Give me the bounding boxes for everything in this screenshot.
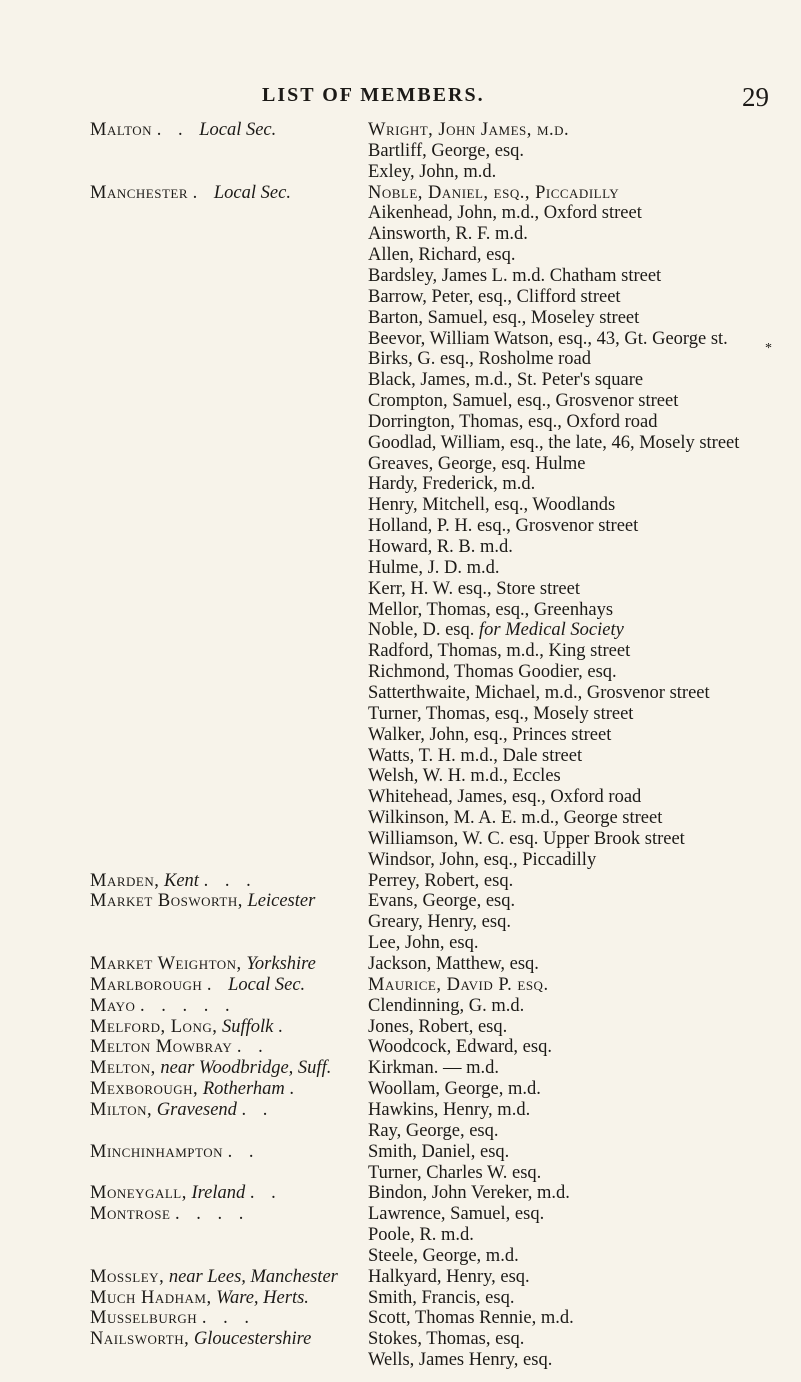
list-item <box>0 536 801 558</box>
list-item <box>0 745 801 767</box>
place-qualifier: Gloucestershire <box>193 1329 312 1350</box>
member-name: Hulme, J. D. m.d. <box>368 557 500 578</box>
member-name: Evans, George, esq. <box>368 891 516 912</box>
place-label <box>90 1266 338 1288</box>
place-name: Melford, Long, <box>90 1016 218 1037</box>
list-item <box>0 1016 801 1038</box>
list-item <box>0 1182 801 1204</box>
list-item <box>0 244 801 266</box>
list-item <box>0 890 801 912</box>
member-name: Radford, Thomas, m.d., King street <box>368 641 631 662</box>
place-qualifier: Ware, Herts. <box>216 1287 309 1308</box>
member-name: Bardsley, James L. m.d. Chatham street <box>368 265 662 286</box>
list-item <box>0 348 801 370</box>
list-item <box>0 453 801 475</box>
leader-text: . . Local Sec. <box>156 120 277 140</box>
member-name: Scott, Thomas Rennie, m.d. <box>368 1308 574 1329</box>
list-item <box>0 1349 801 1371</box>
member-name: Mellor, Thomas, esq., Greenhays <box>368 599 614 620</box>
leader-text: . . . <box>203 870 257 891</box>
list-item <box>0 1266 801 1288</box>
place-label <box>90 995 236 1017</box>
list-item <box>0 995 801 1017</box>
list-item <box>0 1307 801 1329</box>
member-name: Satterthwaite, Michael, m.d., Grosvenor street <box>368 682 710 703</box>
member-name: Greaves, George, esq. Hulme <box>368 453 586 474</box>
list-item <box>0 807 801 829</box>
leader-text: . <box>278 1016 289 1037</box>
member-name: Birks, G. esq., Rosholme road <box>368 349 592 370</box>
member-name: Holland, P. H. esq., Grosvenor street <box>368 516 639 537</box>
member-name: Woodcock, Edward, esq. <box>368 1037 552 1058</box>
page-number: 29 <box>742 82 769 112</box>
list-item <box>0 703 801 725</box>
place-qualifier: Leicester <box>247 891 316 912</box>
member-name: Perrey, Robert, esq. <box>368 870 514 891</box>
member-name: Welsh, W. H. m.d., Eccles <box>368 766 561 787</box>
place-name: Mayo <box>90 995 136 1016</box>
list-item <box>0 223 801 245</box>
list-item <box>0 1099 801 1121</box>
list-item <box>0 1162 801 1184</box>
member-name: Exley, John, m.d. <box>368 161 497 182</box>
place-label <box>90 119 276 141</box>
list-item <box>0 1120 801 1142</box>
list-item <box>0 202 801 224</box>
leader-text: . Local Sec. <box>206 974 306 995</box>
list-item <box>0 661 801 683</box>
member-name: Noble, Daniel, esq., Piccadilly <box>368 182 620 203</box>
place-name: Montrose <box>90 1204 171 1225</box>
member-name: Clendinning, G. m.d. <box>368 995 525 1016</box>
list-item <box>0 599 801 621</box>
list-item <box>0 411 801 433</box>
place-label <box>90 953 316 975</box>
member-name: Smith, Francis, esq. <box>368 1287 515 1308</box>
leader-text: . . <box>236 1037 269 1058</box>
list-item <box>0 911 801 933</box>
list-item <box>0 849 801 871</box>
member-name: Jackson, Matthew, esq. <box>368 954 539 974</box>
place-name: Much Hadham, <box>90 1287 212 1308</box>
place-qualifier: Ireland <box>191 1183 246 1204</box>
member-name: Bartliff, George, esq. <box>368 140 525 161</box>
member-name: Williamson, W. C. esq. Upper Brook street <box>368 828 685 849</box>
member-name: Aikenhead, John, m.d., Oxford street <box>368 203 642 224</box>
list-item <box>0 473 801 495</box>
place-name: Mossley, <box>90 1266 165 1287</box>
member-name: Dorrington, Thomas, esq., Oxford road <box>368 411 658 432</box>
member-name: Windsor, John, esq., Piccadilly <box>368 849 597 870</box>
list-item <box>0 1203 801 1225</box>
place-qualifier: Kent <box>163 870 199 891</box>
member-name: Turner, Charles W. esq. <box>368 1162 542 1183</box>
member-name: Wells, James Henry, esq. <box>368 1350 553 1371</box>
list-item <box>0 1224 801 1246</box>
member-name: Kerr, H. W. esq., Store street <box>368 578 580 599</box>
place-qualifier: Suffolk <box>221 1016 274 1037</box>
place-label <box>90 870 257 892</box>
member-name: Ray, George, esq. <box>368 1120 499 1141</box>
member-name: Poole, R. m.d. <box>368 1225 474 1246</box>
list-item <box>0 119 801 141</box>
place-label <box>90 1141 260 1163</box>
running-title: LIST OF MEMBERS. <box>262 84 485 106</box>
list-item <box>0 932 801 954</box>
place-name: Musselburgh <box>90 1308 198 1329</box>
place-label <box>90 1036 269 1058</box>
member-name: Turner, Thomas, esq., Mosely street <box>368 703 634 724</box>
leader-text: . . . . <box>175 1204 250 1225</box>
list-item <box>0 1287 801 1309</box>
list-item <box>0 432 801 454</box>
list-item <box>0 682 801 704</box>
list-item <box>0 870 801 892</box>
leader-text: . . <box>241 1099 274 1120</box>
list-item <box>0 1245 801 1267</box>
place-qualifier: Gravesend <box>156 1099 237 1120</box>
place-name: Mexborough, <box>90 1079 199 1100</box>
member-name: Noble, D. esq. for Medical Society <box>368 620 624 641</box>
place-name: Marden, <box>90 870 160 891</box>
place-label <box>90 1328 311 1350</box>
member-name: Crompton, Samuel, esq., Grosvenor street <box>368 391 679 412</box>
leader-text: . . <box>249 1183 282 1204</box>
list-item <box>0 828 801 850</box>
place-label <box>90 974 305 996</box>
place-qualifier: Rotherham <box>202 1079 285 1100</box>
list-item <box>0 265 801 287</box>
list-item <box>0 1057 801 1079</box>
list-item <box>0 307 801 329</box>
place-label <box>90 890 315 912</box>
page-header <box>0 84 801 114</box>
place-name: Melton, <box>90 1058 156 1079</box>
list-item <box>0 515 801 537</box>
member-name: Lee, John, esq. <box>368 933 479 954</box>
member-name: Stokes, Thomas, esq. <box>368 1329 525 1350</box>
list-item <box>0 974 801 996</box>
member-name: Kirkman. — m.d. <box>368 1058 500 1079</box>
place-qualifier: Yorkshire <box>246 954 316 974</box>
place-label <box>90 1016 289 1038</box>
leader-text: . <box>289 1079 300 1100</box>
place-name: Manchester <box>90 182 189 203</box>
place-label <box>90 1307 255 1329</box>
place-name: Nailsworth, <box>90 1329 190 1350</box>
member-name: Halkyard, Henry, esq. <box>368 1266 530 1287</box>
member-name: Lawrence, Samuel, esq. <box>368 1204 545 1225</box>
member-name: Ainsworth, R. F. m.d. <box>368 224 528 245</box>
list-item <box>0 765 801 787</box>
place-qualifier: near Woodbridge, Suff. <box>160 1058 332 1079</box>
member-name: Smith, Daniel, esq. <box>368 1141 510 1162</box>
member-name: Jones, Robert, esq. <box>368 1016 508 1037</box>
place-label <box>90 1099 273 1121</box>
place-label <box>90 182 291 204</box>
member-name: Walker, John, esq., Princes street <box>368 724 612 745</box>
member-name: Barrow, Peter, esq., Clifford street <box>368 286 621 307</box>
list-item <box>0 369 801 391</box>
leader-text: . Local Sec. <box>192 182 291 203</box>
member-name: Bindon, John Vereker, m.d. <box>368 1183 570 1204</box>
margin-mark: * <box>765 341 772 356</box>
place-name: Melton Mowbray <box>90 1037 233 1058</box>
member-name: Hawkins, Henry, m.d. <box>368 1099 531 1120</box>
place-label <box>90 1057 331 1079</box>
list-item <box>0 578 801 600</box>
place-label <box>90 1078 300 1100</box>
list-item <box>0 1328 801 1350</box>
list-item <box>0 786 801 808</box>
list-item <box>0 328 801 350</box>
member-name: Hardy, Frederick, m.d. <box>368 474 536 495</box>
member-name: Wright, John James, m.d. <box>368 120 570 140</box>
member-name: Watts, T. H. m.d., Dale street <box>368 745 583 766</box>
list-item <box>0 1141 801 1163</box>
member-name: Goodlad, William, esq., the late, 46, Mosely street <box>368 432 740 453</box>
list-item <box>0 953 801 975</box>
leader-text: . . <box>227 1141 260 1162</box>
place-qualifier: near Lees, Manchester <box>168 1266 338 1287</box>
member-name: Allen, Richard, esq. <box>368 245 516 266</box>
member-name: Steele, George, m.d. <box>368 1245 519 1266</box>
place-name: Minchinhampton <box>90 1141 223 1162</box>
place-name: Market Weighton, <box>90 954 242 974</box>
member-name: Woollam, George, m.d. <box>368 1079 541 1100</box>
list-item <box>0 640 801 662</box>
list-item <box>0 1036 801 1058</box>
list-item <box>0 494 801 516</box>
leader-text: . . . <box>201 1308 255 1329</box>
member-name: Henry, Mitchell, esq., Woodlands <box>368 495 616 516</box>
list-item <box>0 724 801 746</box>
member-name: Richmond, Thomas Goodier, esq. <box>368 662 617 683</box>
member-name: Whitehead, James, esq., Oxford road <box>368 787 642 808</box>
list-item <box>0 557 801 579</box>
member-name: Wilkinson, M. A. E. m.d., George street <box>368 808 663 829</box>
member-name: Beevor, William Watson, esq., 43, Gt. George st. <box>368 328 728 349</box>
place-name: Moneygall, <box>90 1183 187 1204</box>
list-item <box>0 390 801 412</box>
list-item <box>0 1078 801 1100</box>
member-name: Black, James, m.d., St. Peter's square <box>368 370 644 391</box>
list-item <box>0 161 801 183</box>
member-name: Maurice, David P. esq. <box>368 974 549 995</box>
list-item <box>0 286 801 308</box>
place-label <box>90 1287 309 1309</box>
place-name: Marlborough <box>90 974 203 995</box>
member-name: Howard, R. B. m.d. <box>368 537 513 557</box>
place-name: Malton <box>90 120 153 140</box>
place-label <box>90 1203 249 1225</box>
list-item <box>0 140 801 162</box>
place-name: Market Bosworth, <box>90 891 243 912</box>
member-name: Greary, Henry, esq. <box>368 912 511 933</box>
place-label <box>90 1182 282 1204</box>
leader-text: . . . . . <box>140 995 236 1016</box>
member-name: Barton, Samuel, esq., Moseley street <box>368 307 640 328</box>
list-item <box>0 182 801 204</box>
place-name: Milton, <box>90 1099 153 1120</box>
list-item <box>0 619 801 641</box>
